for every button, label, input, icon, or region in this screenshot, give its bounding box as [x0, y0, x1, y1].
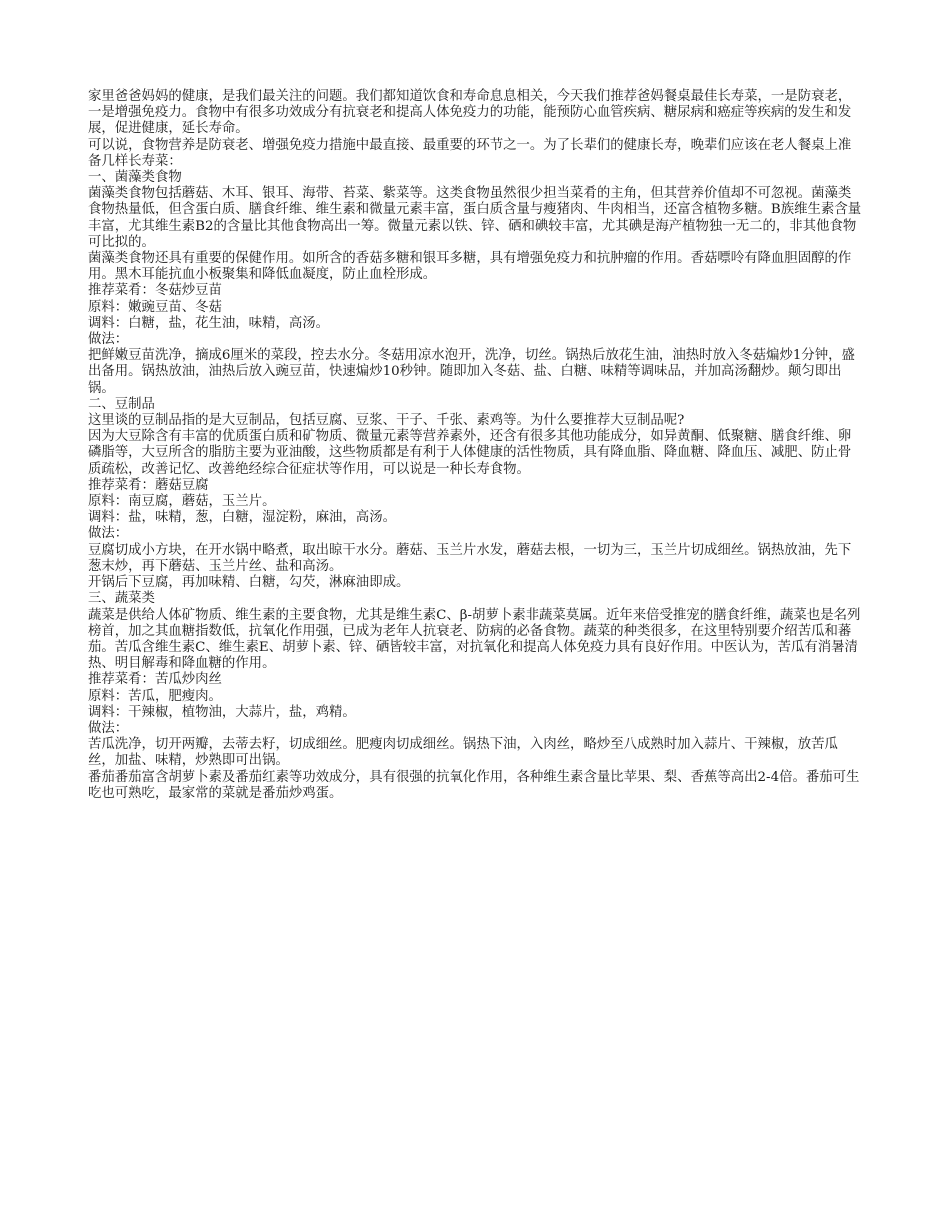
recipe-method-label-1: 做法： — [88, 332, 129, 348]
recipe-method-1: 把鲜嫩豆苗洗净，摘成6厘米的菜段，控去水分。冬菇用凉水泡开，洗净，切丝。锅热后放花生油，油热时放入冬菇煸炒1分钟，盛出备用。锅热放油，油热后放入豌豆苗，快速煸炒10秒钟。随即加入冬菇、盐、白糖、味精等调味品，并加高汤翻炒。颠匀即出锅。 — [88, 348, 855, 396]
recipe-title-2: 推荐菜肴：蘑菇豆腐 — [88, 477, 209, 493]
paragraph-soy-benefits: 因为大豆除含有丰富的优质蛋白质和矿物质、微量元素等营养素外，还含有很多其他功能成分，如异黄酮、低聚糖、膳食纤维、卵磷脂等，大豆所含的脂肪主要为亚油酸，这些物质都是有利于人体健康的活性物质，具有降血脂、降血糖、降血压、减肥、防止骨质疏松，改善记忆、改善绝经综合征症状等作用，可以说是一种长寿食物。 — [88, 429, 852, 477]
paragraph-soy-intro: 这里谈的豆制品指的是大豆制品，包括豆腐、豆浆、干子、千张、素鸡等。为什么要推荐大豆制品呢? — [88, 413, 685, 429]
recipe-method-2b: 开锅后下豆腐，再加味精、白糖，勾芡，淋麻油即成。 — [88, 575, 410, 591]
paragraph-fungi-health: 菌藻类食物还具有重要的保健作用。如所含的香菇多糖和银耳多糖，具有增强免疫力和抗肿瘤的作用。香菇嘌呤有降血胆固醇的作用。黑木耳能抗血小板聚集和降低血凝度，防止血栓形成。 — [88, 251, 852, 283]
recipe-method-label-3: 做法： — [88, 720, 129, 736]
recipe-seasoning-2: 调料：盐，味精，葱，白糖，湿淀粉，麻油，高汤。 — [88, 510, 396, 526]
section-heading-soy: 二、豆制品 — [88, 396, 155, 412]
paragraph-vegetables: 蔬菜是供给人体矿物质、维生素的主要食物，尤其是维生素C、β-胡萝卜素非蔬菜莫属。近年来倍受推宠的膳食纤维，蔬菜也是名列榜首，加之其血糖指数低，抗氧化作用强，已成为老年人抗衰老、防病的必备食物。蔬菜的种类很多，在这里特别要介绍苦瓜和蕃茄。苦瓜含维生素C、维生素E、胡萝卜素、锌、硒皆较丰富，对抗氧化和提高人体免疫力具有良好作用。中医认为，苦瓜有消暑清热、明目解毒和降血糖的作用。 — [88, 607, 861, 672]
paragraph-fungi-nutrition: 菌藻类食物包括蘑菇、木耳、银耳、海带、苔菜、紫菜等。这类食物虽然很少担当菜肴的主角，但其营养价值却不可忽视。菌藻类食物热量低，但含蛋白质、膳食纤维、维生素和微量元素丰富，蛋白质含量与瘦猪肉、牛肉相当，还富含植物多糖。B族维生素含量丰富，尤其维生素B2的含量比其他食物高出一筹。微量元素以铁、锌、硒和碘较丰富，尤其碘是海产植物独一无二的，非其他食物可比拟的。 — [88, 186, 862, 250]
recipe-ingredients-1: 原料：嫩豌豆苗、冬菇 — [88, 299, 222, 315]
recipe-method-2a: 豆腐切成小方块，在开水锅中略煮，取出晾干水分。蘑菇、玉兰片水发，蘑菇去根，一切为三，玉兰片切成细丝。锅热放油，先下葱末炒，再下蘑菇、玉兰片丝、盐和高汤。 — [88, 542, 852, 574]
paragraph-tomato: 番茄番茄富含胡萝卜素及番茄红素等功效成分，具有很强的抗氧化作用，各种维生素含量比苹果、梨、香蕉等高出2-4倍。番茄可生吃也可熟吃，最家常的菜就是番茄炒鸡蛋。 — [88, 769, 860, 801]
recipe-method-label-2: 做法： — [88, 526, 129, 542]
section-heading-vegetables: 三、蔬菜类 — [88, 591, 155, 607]
paragraph-intro: 家里爸爸妈妈的健康，是我们最关注的问题。我们都知道饮食和寿命息息相关，今天我们推荐爸妈餐桌最佳长寿菜，一是防衰老，一是增强免疫力。食物中有很多功效成分有抗衰老和提高人体免疫力的功能，能预防心血管疾病、糖尿病和癌症等疾病的发生和发展，促进健康，延长寿命。 — [88, 89, 852, 137]
section-heading-fungi: 一、菌藻类食物 — [88, 170, 182, 186]
recipe-title-3: 推荐菜肴：苦瓜炒肉丝 — [88, 672, 222, 688]
recipe-seasoning-3: 调料：干辣椒，植物油，大蒜片，盐，鸡精。 — [88, 704, 356, 720]
document-body — [88, 89, 864, 802]
recipe-ingredients-2: 原料：南豆腐，蘑菇，玉兰片。 — [88, 494, 276, 510]
recipe-method-3: 苦瓜洗净，切开两瓣，去蒂去籽，切成细丝。肥瘦肉切成细丝。锅热下油，入肉丝，略炒至八成熟时加入蒜片、干辣椒，放苦瓜丝，加盐、味精，炒熟即可出锅。 — [88, 737, 838, 769]
paragraph-intro-2: 可以说，食物营养是防衰老、增强免疫力措施中最直接、最重要的环节之一。为了长辈们的健康长寿，晚辈们应该在老人餐桌上准备几样长寿菜： — [88, 137, 852, 169]
recipe-ingredients-3: 原料：苦瓜，肥瘦肉。 — [88, 688, 222, 704]
recipe-seasoning-1: 调料：白糖，盐，花生油，味精，高汤。 — [88, 315, 330, 331]
recipe-title-1: 推荐菜肴：冬菇炒豆苗 — [88, 283, 222, 299]
